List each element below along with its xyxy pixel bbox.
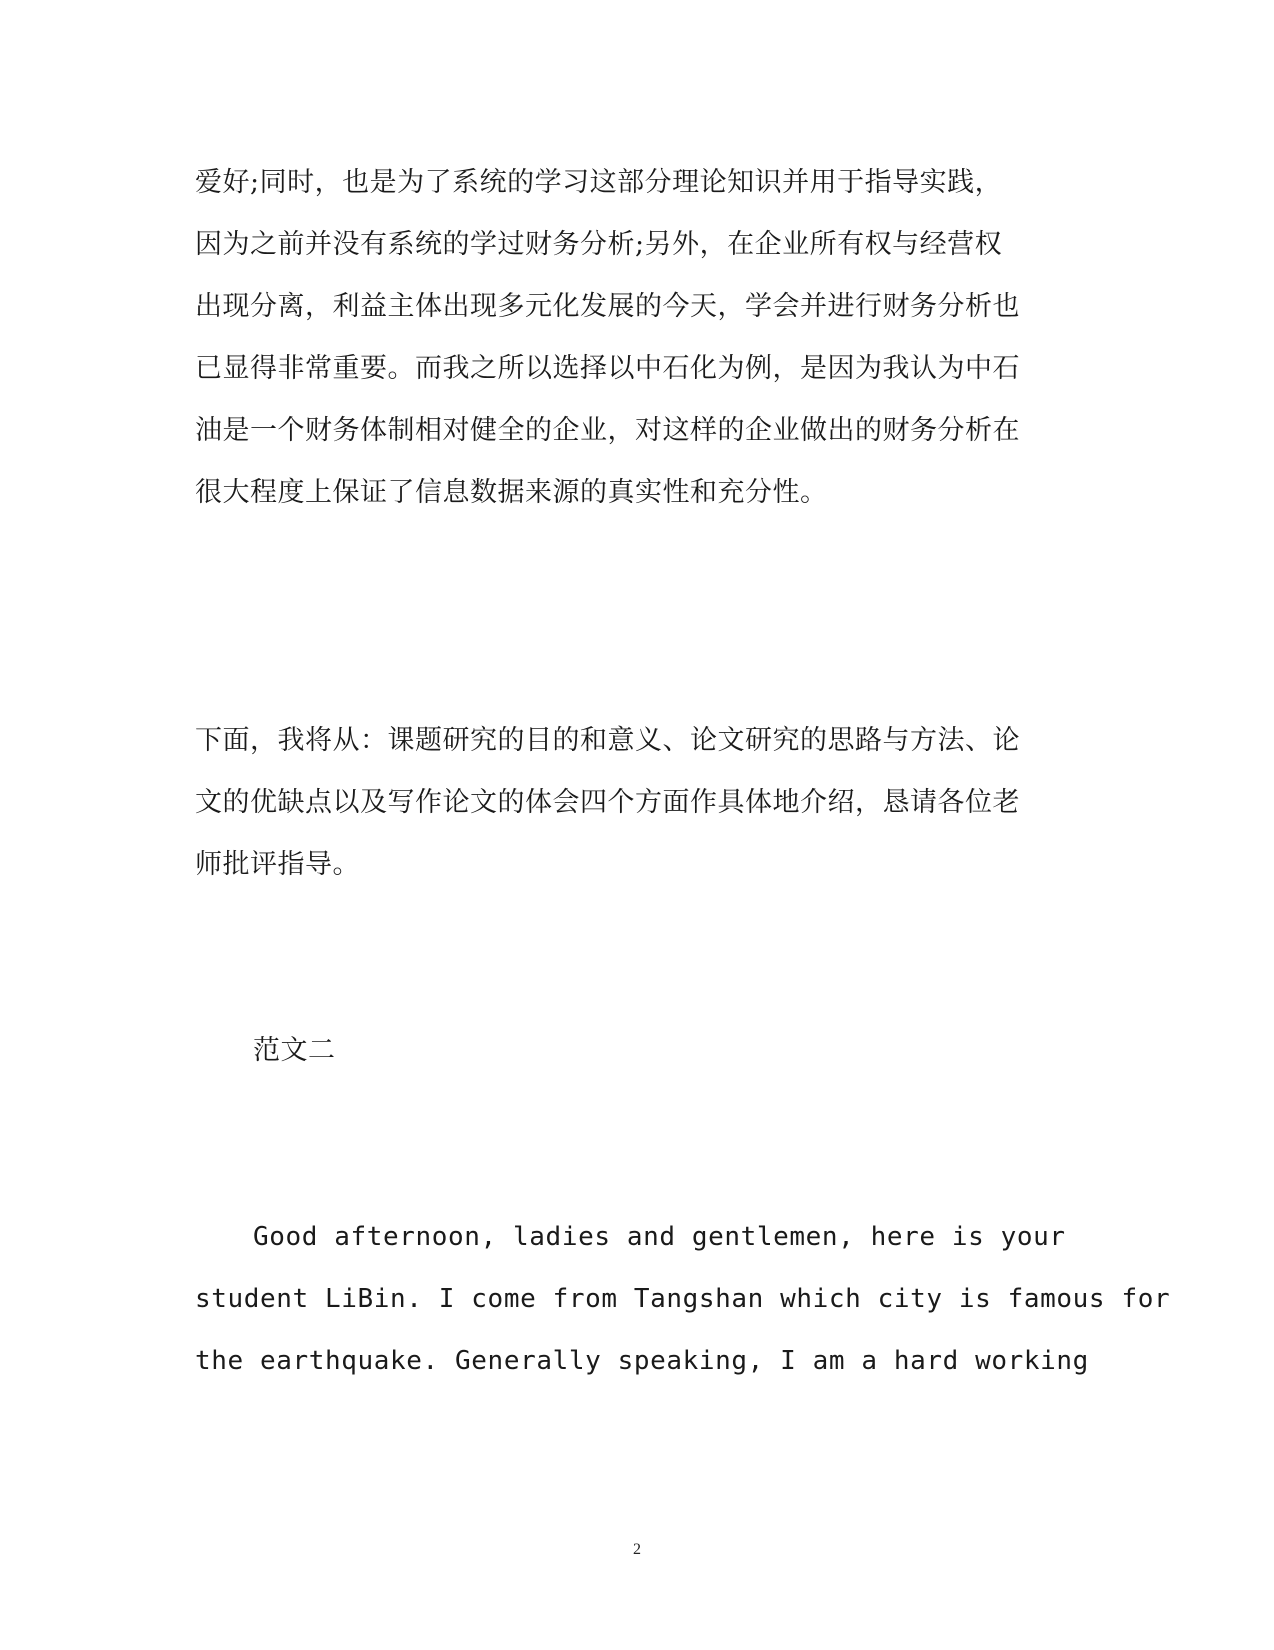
paragraph-line: 下面，我将从：课题研究的目的和意义、论文研究的思路与方法、论 <box>195 725 1020 756</box>
paragraph-line: 爱好;同时，也是为了系统的学习这部分理论知识并用于指导实践， <box>195 167 1003 198</box>
paragraph-line: 文的优缺点以及写作论文的体会四个方面作具体地介绍，恳请各位老 <box>195 787 1020 818</box>
paragraph-line: 出现分离，利益主体出现多元化发展的今天，学会并进行财务分析也 <box>195 291 1020 322</box>
paragraph-line: 油是一个财务体制相对健全的企业，对这样的企业做出的财务分析在 <box>195 415 1020 446</box>
paragraph-line: the earthquake. Generally speaking, I am a hard working <box>195 1346 1089 1376</box>
paragraph-line: 师批评指导。 <box>195 849 360 880</box>
section-heading: 范文二 <box>253 1035 336 1066</box>
paragraph-line: 已显得非常重要。而我之所以选择以中石化为例，是因为我认为中石 <box>195 353 1020 384</box>
paragraph-line: Good afternoon, ladies and gentlemen, here is your <box>253 1222 1066 1252</box>
page-number: 2 <box>633 1541 641 1558</box>
paragraph-line: student LiBin. I come from Tangshan which city is famous for <box>195 1284 1171 1314</box>
paragraph-line: 因为之前并没有系统的学过财务分析;另外，在企业所有权与经营权 <box>195 229 1003 260</box>
paragraph-line: 很大程度上保证了信息数据来源的真实性和充分性。 <box>195 477 828 508</box>
